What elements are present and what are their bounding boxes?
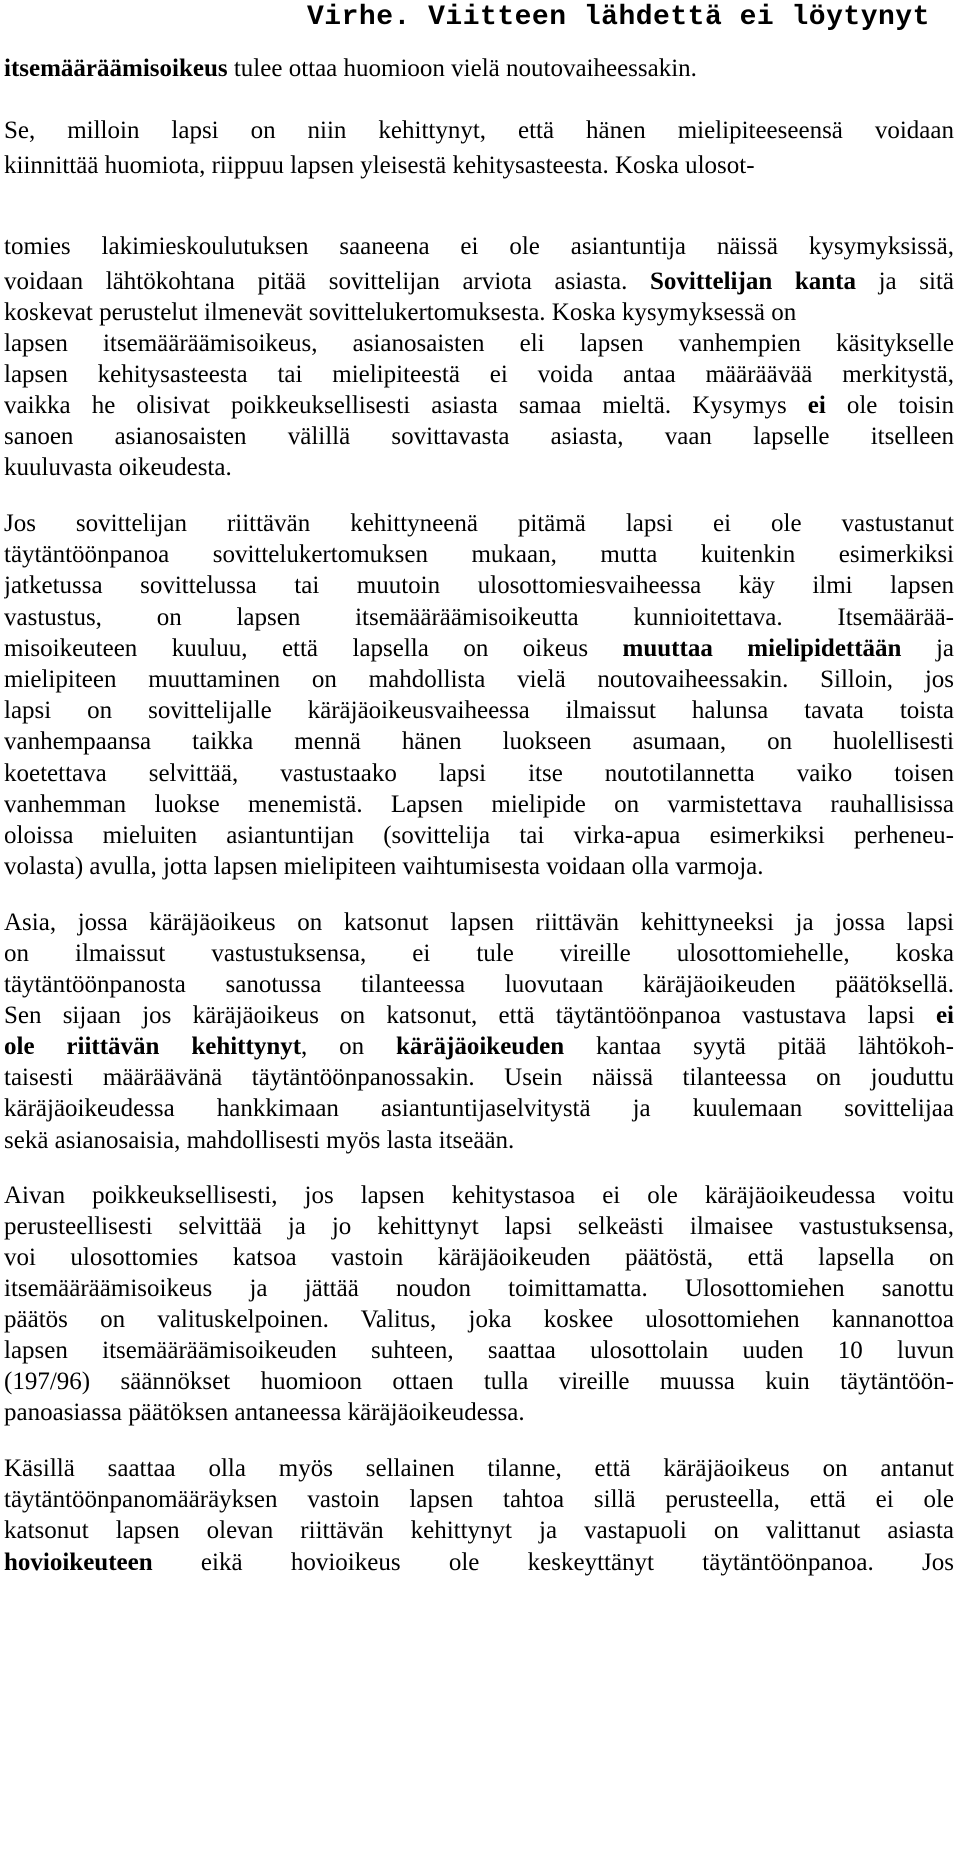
text-segment: vanhempaansa taikka mennä hänen luokseen asumaan, on huolellisesti — [4, 728, 954, 755]
bold-text-segment: käräjäoikeuden — [396, 1033, 565, 1060]
text-segment: ja sitä — [855, 268, 954, 295]
text-segment: eikä hovioikeus ole keskeyttänyt täytäntöönpanoa. Jos — [152, 1549, 954, 1576]
text-segment: koskevat perustelut ilmenevät sovittelukertomuksesta. Koska kysymyksessä on — [4, 299, 797, 326]
text-segment: täytäntöönpanoa sovittelukertomuksen mukaan, mutta kuitenkin esimerkiksi — [4, 541, 954, 568]
text-segment: täytäntöönpanomääräyksen vastoin lapsen tahtoa sillä perusteella, että ei ole — [4, 1486, 954, 1513]
bold-text-segment: ei — [807, 392, 826, 419]
text-segment: misoikeuteen kuuluu, että lapsella on oikeus — [4, 635, 623, 662]
text-line — [4, 229, 954, 265]
text-segment: sanoen asianosaisten välillä sovittavasta asiasta, vaan lapselle itselleen — [4, 423, 954, 450]
text-segment: voidaan lähtökohtana pitää sovittelijan arviota asiasta. — [4, 268, 650, 295]
text-line — [4, 724, 954, 760]
text-segment: kiinnittää huomiota, riippuu lapsen yleisestä kehitysasteesta. Koska ulosot- — [4, 152, 755, 179]
bold-text-segment: hovioikeuteen — [4, 1549, 153, 1576]
text-segment: käräjäoikeudessa hankkimaan asiantuntijaselvitystä ja kuulemaan sovittelijaa — [4, 1095, 954, 1122]
text-line — [4, 1123, 954, 1159]
text-line — [4, 849, 954, 885]
text-segment: Käsillä saattaa olla myös sellainen tilanne, että käräjäoikeus on antanut — [4, 1455, 954, 1482]
text-segment: Asia, jossa käräjäoikeus on katsonut lapsen riittävän kehittyneeksi ja jossa lapsi — [4, 909, 954, 936]
text-segment: Se, milloin lapsi on niin kehittynyt, että hänen mielipiteeseensä voidaan — [4, 117, 954, 144]
text-segment: sekä asianosaisia, mahdollisesti myös lasta itseään. — [4, 1127, 515, 1154]
reference-error-header: Virhe. Viitteen lähdettä ei löytynyt — [307, 2, 930, 33]
text-segment: päätös on valituskelpoinen. Valitus, joka koskee ulosottomiehen kannanottoa — [4, 1306, 954, 1333]
text-segment: jatketussa sovittelussa tai muutoin ulosottomiesvaiheessa käy ilmi lapsen — [4, 572, 954, 599]
text-line — [4, 1395, 954, 1431]
bold-text-segment: Sovittelijan kanta — [650, 268, 856, 295]
text-segment: lapsi on sovittelijalle käräjäoikeusvaiheessa ilmaissut halunsa tavata toista — [4, 697, 954, 724]
text-segment: mielipiteen muuttaminen on mahdollista vielä noutovaiheessakin. Silloin, jos — [4, 666, 954, 693]
bold-text-segment: itsemääräämisoikeus — [4, 55, 228, 82]
text-segment: katsonut lapsen olevan riittävän kehittynyt ja vastapuoli on valittanut asiasta — [4, 1517, 954, 1544]
text-segment: volasta) avulla, jotta lapsen mielipiteen vaihtumisesta voidaan olla varmoja. — [4, 853, 764, 880]
text-segment: ole toisin — [825, 392, 954, 419]
text-line — [4, 148, 954, 184]
text-segment: vastustus, on lapsen itsemääräämisoikeutta kunnioitettava. Itsemäärää- — [4, 604, 954, 631]
text-segment: Jos sovittelijan riittävän kehittyneenä pitämä lapsi ei ole vastustanut — [4, 510, 954, 537]
text-segment: vanhemman luokse menemistä. Lapsen mielipide on varmistettava rauhallisissa — [4, 791, 954, 818]
text-line — [4, 450, 954, 486]
text-line — [4, 568, 954, 604]
text-segment: koetettava selvittää, vastustaako lapsi itse noutotilannetta vaiko toisen — [4, 760, 954, 787]
text-line — [4, 51, 954, 87]
text-line — [4, 1091, 954, 1127]
text-segment: täytäntöönpanosta sanotussa tilanteessa luovutaan käräjäoikeuden päätöksellä. — [4, 971, 954, 998]
text-segment: taisesti määräävänä täytäntöönpanossakin. Usein näissä tilanteessa on jouduttu — [4, 1064, 954, 1091]
text-segment: ja — [901, 635, 954, 662]
text-segment: lapsen itsemääräämisoikeuden suhteen, saattaa ulosottolain uuden 10 luvun — [4, 1337, 954, 1364]
text-line — [4, 113, 954, 149]
text-segment: oloissa mieluiten asiantuntijan (sovittelija tai virka-apua esimerkiksi perheneu- — [4, 822, 954, 849]
text-segment: panoasiassa päätöksen antaneessa käräjäoikeudessa. — [4, 1399, 525, 1426]
text-line — [4, 1513, 954, 1549]
text-segment: itsemääräämisoikeus ja jättää noudon toimittamatta. Ulosottomiehen sanottu — [4, 1275, 954, 1302]
text-segment: , on — [301, 1033, 397, 1060]
text-segment: kantaa syytä pitää lähtökoh- — [564, 1033, 954, 1060]
text-segment: on ilmaissut vastustuksensa, ei tule vireille ulosottomiehelle, koska — [4, 940, 954, 967]
text-segment: tulee ottaa huomioon vielä noutovaiheessakin. — [227, 55, 697, 82]
bold-text-segment: ole riittävän kehittynyt — [4, 1033, 302, 1060]
text-segment: lapsen itsemääräämisoikeus, asianosaisten eli lapsen vanhempien käsitykselle — [4, 330, 954, 357]
bold-text-segment: ei — [935, 1002, 954, 1029]
text-line — [4, 1545, 954, 1581]
text-segment: tomies lakimieskoulutuksen saaneena ei ole asiantuntija näissä kysymyksissä, — [4, 233, 954, 260]
text-segment: Sen sijaan jos käräjäoikeus on katsonut, että täytäntöönpanoa vastustava lapsi — [4, 1002, 936, 1029]
text-segment: kuuluvasta oikeudesta. — [4, 454, 232, 481]
text-segment: (197/96) säännökset huomioon ottaen tulla vireille muussa kuin täytäntöön- — [4, 1368, 954, 1395]
text-segment: Aivan poikkeuksellisesti, jos lapsen kehitystasoa ei ole käräjäoikeudessa voitu — [4, 1182, 954, 1209]
text-segment: perusteellisesti selvittää ja jo kehittynyt lapsi selkeästi ilmaisee vastustuksensa, — [4, 1213, 954, 1240]
text-segment: voi ulosottomies katsoa vastoin käräjäoikeuden päätöstä, että lapsella on — [4, 1244, 954, 1271]
text-segment: vaikka he olisivat poikkeuksellisesti asiasta samaa mieltä. Kysymys — [4, 392, 808, 419]
text-segment: lapsen kehitysasteesta tai mielipiteestä ei voida antaa määräävää merkitystä, — [4, 361, 954, 388]
bold-text-segment: muuttaa mielipidettään — [622, 635, 902, 662]
